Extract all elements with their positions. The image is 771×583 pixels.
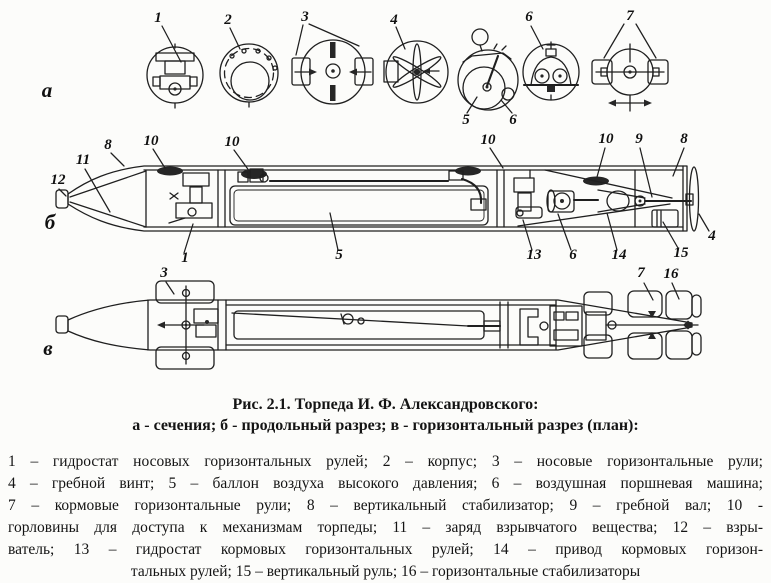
callout-14: 14 — [611, 247, 627, 263]
leader-line-5 — [467, 97, 477, 113]
callout-9: 9 — [635, 131, 643, 147]
cross-section-air-flask — [458, 29, 518, 110]
figure-legend — [8, 451, 763, 583]
leader-line-1b — [184, 224, 193, 253]
legend-line: 1 – гидростат носовых горизонтальных рулей; 2 – корпус; 3 – носовые горизонтальные рули; — [8, 453, 763, 470]
leader-line-6-upper — [531, 26, 543, 49]
caption-subtitle: а - сечения; б - продольный разрез; в - горизонтальный разрез (план): — [132, 417, 639, 434]
callout-12: 12 — [50, 172, 66, 188]
callout-6b: 6 — [569, 247, 577, 263]
stern-machinery-plan — [520, 306, 698, 346]
legend-line: 4 – гребной винт; 5 – баллон воздуха высокого давления; 6 – воздушная поршневая машина; — [8, 475, 763, 492]
torpedo-side-view — [56, 166, 699, 231]
legend-line: горловины для доступа к механизмам торпеды; 11 – заряд взрывчатого вещества; 12 – взры- — [8, 519, 763, 536]
bow-rudder-mechanism — [157, 286, 218, 364]
leader-line-10-2 — [234, 150, 250, 172]
air-flask-plan — [232, 311, 500, 339]
air-flask-side — [230, 169, 488, 225]
access-hatch-1 — [157, 167, 183, 176]
cross-section-stern-rudders — [592, 44, 668, 111]
propeller-blade-bottom — [692, 333, 701, 355]
legend-line: ватель; 13 – гидростат кормовых горизонтальных рулей; 14 – привод кормовых горизон- — [8, 541, 763, 558]
propeller-side — [690, 167, 699, 231]
callout-6-lower: 6 — [509, 112, 517, 128]
leader-line-8-left — [111, 153, 124, 166]
legend-line: 7 – кормовые горизонтальные рули; 8 – вертикальный стабилизатор; 9 – гребной вал; 10 - — [8, 497, 763, 514]
leader-line-3c — [166, 282, 174, 294]
cross-section-propeller — [384, 41, 448, 103]
callout-4b: 4 — [708, 228, 716, 244]
callout-10-2: 10 — [224, 134, 240, 150]
callout-13: 13 — [526, 247, 542, 263]
callout-7: 7 — [626, 8, 634, 24]
legend-line-last: тальных рулей; 15 – вертикальный руль; 16 – горизонтальные стабилизаторы — [130, 563, 641, 580]
leader-line-10-3 — [490, 148, 503, 168]
bow-hydrostat — [169, 173, 212, 223]
callout-8-left: 8 — [104, 137, 112, 153]
caption-title: Рис. 2.1. Торпеда И. Ф. Александровского: — [232, 396, 539, 413]
callout-5b: 5 — [335, 247, 343, 263]
section-v-plan — [43, 265, 701, 369]
leader-line-10-1 — [153, 149, 165, 168]
cross-section-bow-rudders — [292, 40, 373, 104]
callout-7c: 7 — [637, 265, 645, 281]
figure-caption — [0, 394, 771, 436]
callout-16: 16 — [663, 266, 679, 282]
propeller-blade-top — [692, 295, 701, 317]
section-v-letter: в — [43, 336, 53, 360]
callout-15: 15 — [673, 245, 689, 261]
section-a-letter: а — [41, 78, 53, 102]
callout-6-upper: 6 — [525, 9, 533, 25]
callout-8-right: 8 — [680, 131, 688, 147]
leader-line-2 — [230, 28, 240, 49]
callout-5: 5 — [462, 112, 470, 128]
leader-line-1 — [162, 26, 181, 62]
leader-line-3a — [296, 25, 303, 55]
section-b-longitudinal — [45, 131, 716, 266]
cross-section-hull — [220, 44, 278, 107]
callout-4: 4 — [390, 12, 398, 28]
callout-10-3: 10 — [480, 132, 496, 148]
callout-10-4: 10 — [598, 131, 614, 147]
detonator-tip-plan — [56, 316, 68, 333]
leader-line-7b — [636, 24, 656, 58]
stabilizer-fin-top — [666, 291, 692, 319]
torpedo-plan-view — [56, 281, 701, 369]
callout-3: 3 — [301, 9, 309, 25]
cross-section-hydrostat — [147, 44, 203, 108]
callout-10-1: 10 — [143, 133, 159, 149]
callout-2: 2 — [224, 12, 232, 28]
stabilizer-fin-bottom — [666, 331, 692, 359]
callout-11: 11 — [75, 152, 91, 168]
callout-1b: 1 — [181, 250, 189, 266]
leader-line-7a — [604, 24, 624, 58]
leader-line-9 — [640, 148, 652, 197]
leader-line-10-4 — [597, 148, 605, 177]
cross-section-piston-engine — [523, 42, 579, 100]
callout-1: 1 — [154, 10, 162, 26]
section-a-cross-sections — [42, 8, 668, 128]
callout-3c: 3 — [160, 265, 168, 281]
section-b-letter: б — [44, 210, 56, 234]
